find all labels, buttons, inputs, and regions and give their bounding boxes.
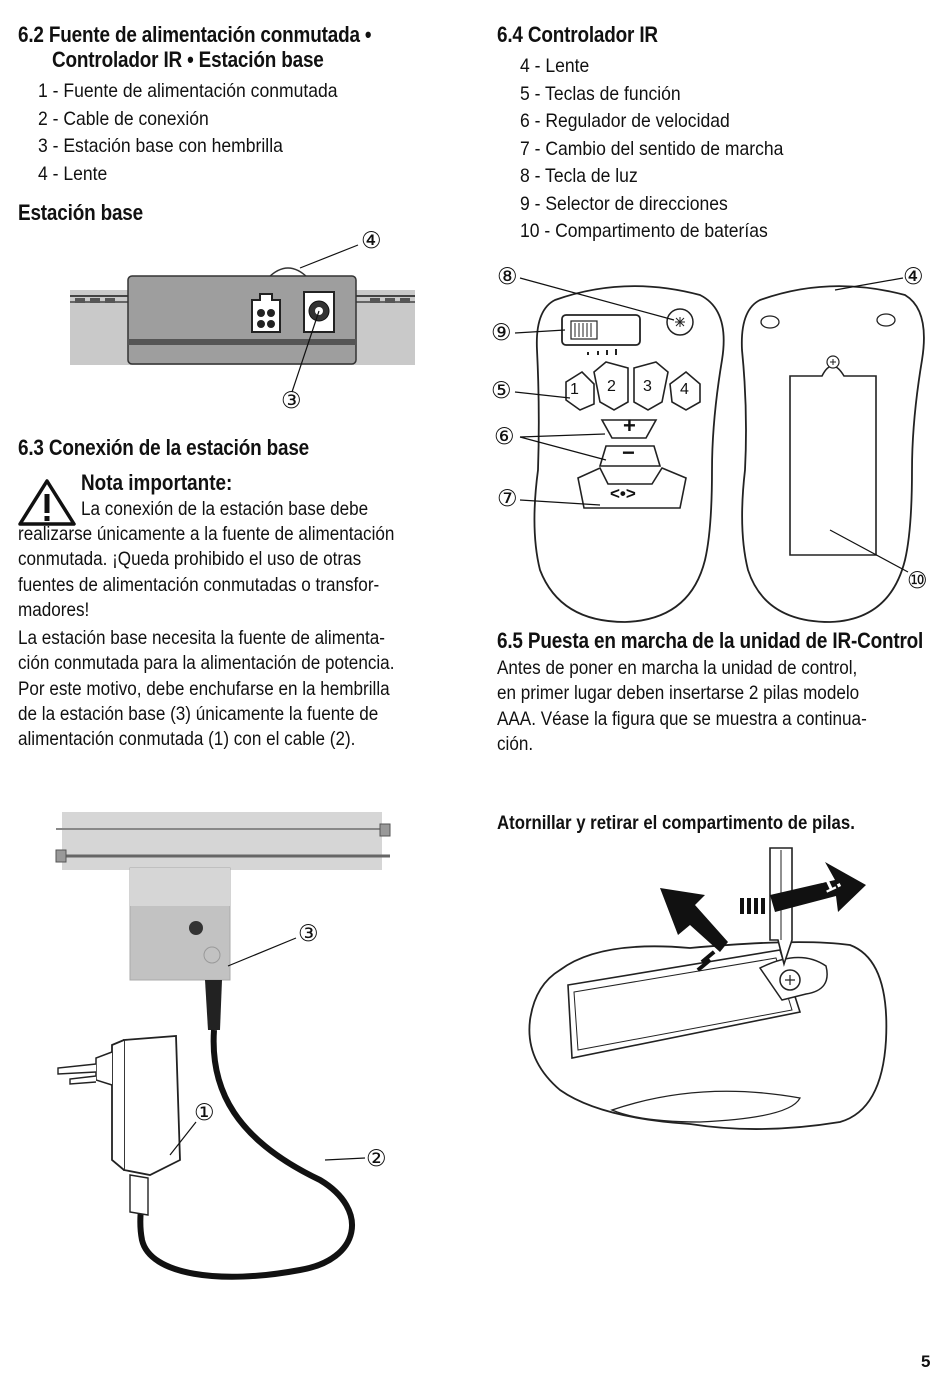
list-item: 9 - Selector de direcciones	[520, 192, 728, 215]
function-key-1: 1	[570, 381, 579, 398]
list-item: 1 - Fuente de alimentación conmutada	[38, 80, 338, 102]
body-line: ción.	[497, 733, 534, 755]
note-line: La conexión de la estación base debe	[81, 499, 369, 520]
page-number: 5	[921, 1352, 931, 1371]
body-line: de la estación base (3) únicamente la fuente de	[18, 703, 379, 725]
callout-3-base: ③	[281, 388, 302, 414]
list-item: 10 - Compartimento de baterías	[520, 220, 768, 242]
body-line: Antes de poner en marcha la unidad de control,	[497, 658, 858, 679]
callout-10: ⑩	[907, 568, 928, 594]
note-line: conmutada. ¡Queda prohibido el uso de otras	[18, 549, 362, 571]
body-line: Por este motivo, debe enchufarse en la hembrilla	[18, 678, 390, 700]
callout-1: ①	[194, 1100, 215, 1126]
direction-key: <•>	[610, 484, 636, 503]
list-item: 4 - Lente	[38, 162, 108, 185]
estacion-base-heading: Estación base	[18, 200, 144, 225]
callout-9: ⑨	[491, 320, 512, 346]
battery-caption: Atornillar y retirar el compartimento de pilas.	[497, 812, 855, 834]
section-6-4-heading: 6.4 Controlador IR	[497, 22, 658, 47]
note-line: fuentes de alimentación conmutadas o transfor-	[18, 574, 380, 596]
section-6-3-heading: 6.3 Conexión de la estación base	[18, 435, 310, 460]
callout-4-base: ④	[361, 228, 382, 254]
arrow-label-2: 2.	[635, 898, 667, 928]
callout-5: ⑤	[491, 378, 512, 404]
function-key-2: 2	[607, 378, 616, 395]
list-item: 6 - Regulador de velocidad	[520, 110, 730, 132]
section-6-2-heading-line2: Controlador IR • Estación base	[52, 47, 324, 72]
callout-6: ⑥	[494, 424, 515, 450]
callout-7: ⑦	[497, 486, 518, 512]
body-line: La estación base necesita la fuente de alimenta-	[18, 628, 385, 649]
list-item: 4 - Lente	[520, 55, 590, 77]
callout-2: ②	[366, 1146, 387, 1172]
section-6-2-heading-line1: 6.2 Fuente de alimentación conmutada •	[18, 22, 372, 47]
callout-8: ⑧	[497, 264, 518, 290]
speed-minus-key: −	[622, 440, 635, 465]
callout-4-remote: ④	[903, 264, 924, 290]
body-line: AAA. Véase la figura que se muestra a continua-	[497, 708, 867, 730]
list-item: 8 - Tecla de luz	[520, 165, 638, 187]
arrow-label-1: 1.	[817, 867, 845, 898]
note-title: Nota importante:	[81, 470, 233, 495]
body-line: alimentación conmutada (1) con el cable (2).	[18, 729, 356, 751]
body-line: en primer lugar deben insertarse 2 pilas modelo	[497, 683, 860, 705]
section-6-5-heading: 6.5 Puesta en marcha de la unidad de IR-Control	[497, 628, 924, 653]
list-item: 3 - Estación base con hembrilla	[38, 135, 283, 157]
note-line: madores!	[18, 599, 90, 621]
list-item: 7 - Cambio del sentido de marcha	[520, 137, 784, 160]
function-key-4: 4	[680, 381, 689, 398]
note-line: realizarse únicamente a la fuente de alimentación	[18, 524, 395, 545]
body-line: ción conmutada para la alimentación de potencia.	[18, 653, 395, 675]
callout-3-bottom: ③	[298, 921, 319, 947]
list-item: 5 - Teclas de función	[520, 82, 681, 105]
speed-plus-key: +	[623, 413, 636, 438]
function-key-3: 3	[643, 378, 652, 395]
list-item: 2 - Cable de conexión	[38, 107, 209, 130]
